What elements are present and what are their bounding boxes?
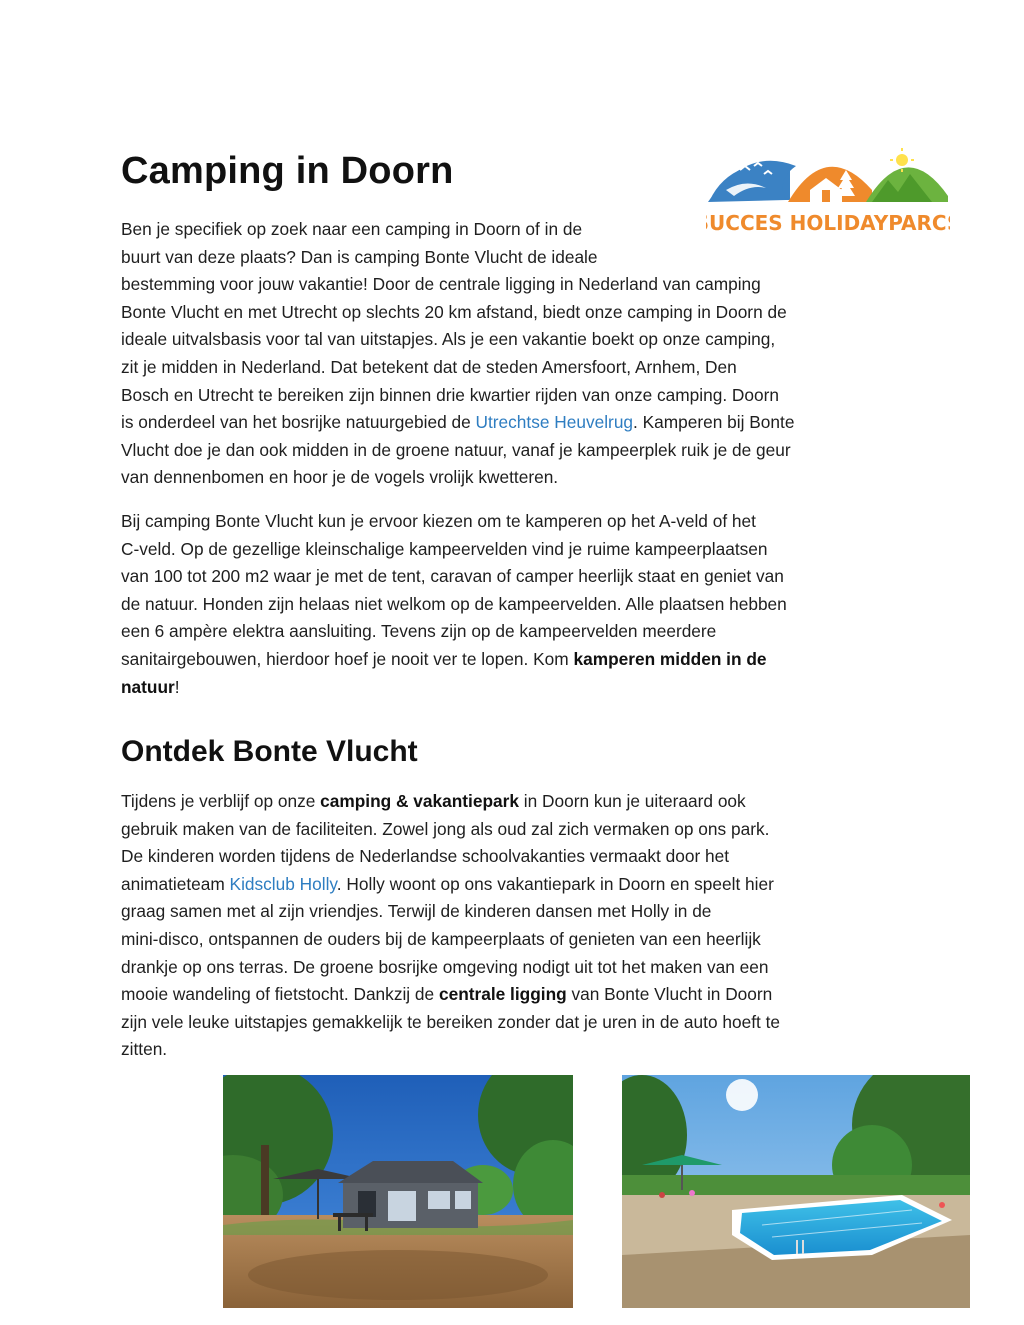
- text-segment: . Holly woont op ons vakantiepark in Doorn en speelt hier: [336, 873, 774, 894]
- camping-fields-paragraph: [121, 508, 911, 701]
- kidsclub-holly-link[interactable]: Kidsclub Holly: [229, 873, 337, 894]
- text-line: [121, 409, 911, 437]
- text-segment: sanitairgebouwen, hierdoor hoef je nooit ver te lopen. Kom: [121, 648, 574, 669]
- text-line: van dennenbomen en hoor je de vogels vrolijk kwetteren.: [121, 467, 559, 488]
- bold-text: centrale ligging: [438, 984, 567, 1005]
- text-line: zit je midden in Nederland. Dat betekent dat de steden Amersfoort, Arnhem, Den: [121, 356, 737, 377]
- bold-text: kamperen midden in de: [573, 648, 767, 669]
- intro-paragraph: [121, 216, 911, 492]
- text-line: [121, 646, 911, 674]
- text-line: [121, 981, 911, 1009]
- text-line: ideale uitvalsbasis voor tal van uitstapjes. Als je een vakantie boekt op onze camping,: [121, 329, 776, 350]
- text-line: Vlucht doe je dan ook midden in de groene natuur, vanaf je kampeerplek ruik je de geur: [121, 439, 791, 460]
- chalet-photo: [223, 1075, 573, 1308]
- text-line: de natuur. Honden zijn helaas niet welkom op de kampeervelden. Alle plaatsen hebben: [121, 593, 787, 614]
- discover-paragraph: [121, 788, 911, 1064]
- text-segment: van Bonte Vlucht in Doorn: [566, 984, 773, 1005]
- text-segment: is onderdeel van het bosrijke natuurgebied de: [121, 412, 476, 433]
- text-line: Ben je specifiek op zoek naar een camping in Doorn of in de: [121, 219, 583, 239]
- text-line: gebruik maken van de faciliteiten. Zowel jong als oud zal zich vermaken op ons park.: [121, 818, 770, 839]
- text-line: [121, 674, 911, 702]
- swimming-pool-photo: [622, 1075, 970, 1308]
- text-line: Bonte Vlucht en met Utrecht op slechts 20 km afstand, biedt onze camping in Doorn de: [121, 301, 787, 322]
- text-line: [121, 871, 911, 899]
- text-segment: . Kamperen bij Bonte: [633, 412, 795, 433]
- text-line: van 100 tot 200 m2 waar je met de tent, caravan of camper heerlijk staat en geniet van: [121, 566, 784, 587]
- text-line: De kinderen worden tijdens de Nederlandse schoolvakanties vermaakt door het: [121, 846, 730, 867]
- page-title: Camping in Doorn: [121, 150, 454, 192]
- utrechtse-heuvelrug-link[interactable]: Utrechtse Heuvelrug: [475, 412, 634, 433]
- text-line: [121, 788, 911, 816]
- text-line: mini-disco, ontspannen de ouders bij de kampeerplaats of genieten van een heerlijk: [121, 928, 761, 949]
- text-segment: animatieteam: [121, 873, 230, 894]
- bold-text: camping & vakantiepark: [320, 791, 519, 811]
- text-segment: mooie wandeling of fietstocht. Dankzij de: [121, 984, 439, 1005]
- text-segment: Tijdens je verblijf op onze: [121, 791, 321, 811]
- text-line: graag samen met al zijn vriendjes. Terwijl de kinderen dansen met Holly in de: [121, 901, 712, 922]
- text-line: Bosch en Utrecht te bereiken zijn binnen drie kwartier rijden van onze camping. Doorn: [121, 384, 779, 405]
- text-line: C-veld. Op de gezellige kleinschalige kampeervelden vind je ruime kampeerplaatsen: [121, 538, 768, 559]
- text-line: Bij camping Bonte Vlucht kun je ervoor kiezen om te kamperen op het A-veld of het: [121, 511, 756, 531]
- text-line: drankje op ons terras. De groene bosrijke omgeving nodigt uit tot het maken van een: [121, 956, 769, 977]
- text-segment: in Doorn kun je uiteraard ook: [518, 791, 746, 811]
- section-heading: Ontdek Bonte Vlucht: [121, 735, 418, 768]
- bold-text: natuur: [121, 676, 175, 697]
- text-line: zijn vele leuke uitstapjes gemakkelijk te bereiken zonder dat je uren in de auto hoeft te: [121, 1011, 781, 1032]
- text-line: bestemming voor jouw vakantie! Door de centrale ligging in Nederland van camping: [121, 274, 761, 295]
- logo-text: SUCCES HOLIDAYPARCS: [706, 211, 950, 235]
- text-segment: !: [174, 676, 180, 697]
- text-line: buurt van deze plaats? Dan is camping Bonte Vlucht de ideale: [121, 246, 598, 267]
- text-line: een 6 ampère elektra aansluiting. Tevens zijn op de kampeervelden meerdere: [121, 621, 717, 642]
- text-line: zitten.: [121, 1039, 168, 1060]
